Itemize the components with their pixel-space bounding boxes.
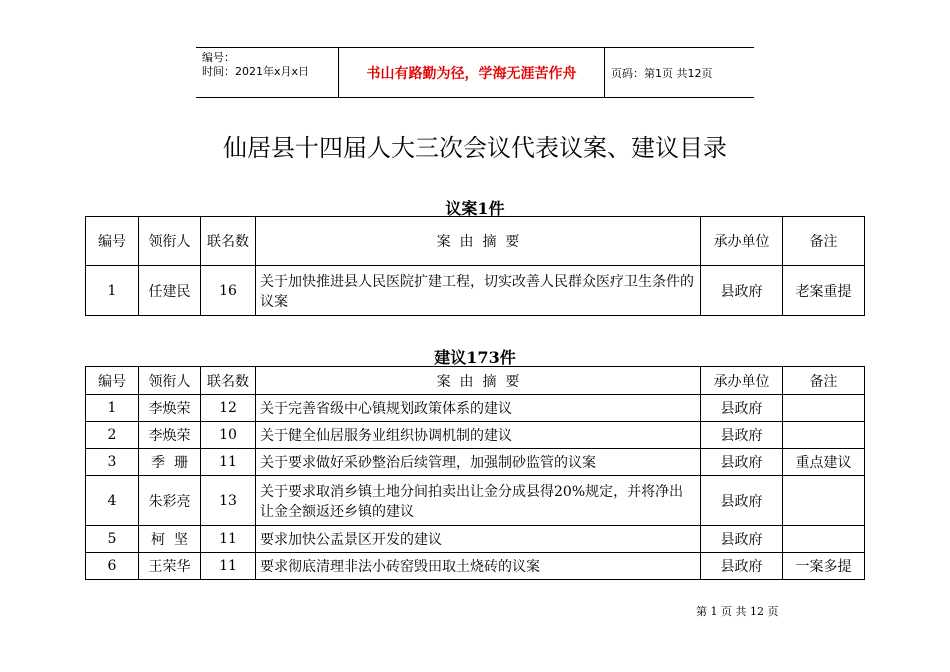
row-number: 2	[86, 422, 139, 449]
table-row	[86, 266, 865, 316]
cosigner-count: 11	[201, 526, 256, 553]
column-header: 领衔人	[139, 367, 201, 395]
column-header: 联名数	[201, 367, 256, 395]
summary: 关于加快推进县人民医院扩建工程，切实改善人民群众医疗卫生条件的议案	[256, 266, 701, 316]
remark: 老案重提	[783, 266, 865, 316]
document-header	[196, 47, 754, 98]
column-header: 案 由 摘 要	[256, 367, 701, 395]
lead-delegate: 朱彩亮	[139, 476, 201, 526]
table-row	[86, 395, 865, 422]
summary: 关于要求取消乡镇土地分间拍卖出让金分成县得20%规定，并将净出让金全额返还乡镇的建议	[256, 476, 701, 526]
cosigner-count: 11	[201, 449, 256, 476]
suggestion-table	[85, 366, 865, 580]
table-header-row	[86, 217, 865, 266]
column-header: 领衔人	[139, 217, 201, 266]
cosigner-count: 11	[201, 553, 256, 580]
number-label: 编号：	[202, 51, 235, 64]
remark	[783, 476, 865, 526]
handling-unit: 县政府	[701, 395, 783, 422]
page-title: 仙居县十四届人大三次会议代表议案、建议目录	[223, 134, 727, 162]
column-header: 备注	[783, 217, 865, 266]
table-header-row	[86, 367, 865, 395]
summary: 关于健全仙居服务业组织协调机制的建议	[256, 422, 701, 449]
lead-delegate: 李焕荣	[139, 422, 201, 449]
row-number: 4	[86, 476, 139, 526]
lead-delegate: 任建民	[139, 266, 201, 316]
lead-delegate: 王荣华	[139, 553, 201, 580]
motto: 书山有路勤为径，学海无涯苦作舟	[338, 48, 605, 97]
column-header: 编号	[86, 367, 139, 395]
summary: 要求彻底清理非法小砖窑毁田取土烧砖的议案	[256, 553, 701, 580]
handling-unit: 县政府	[701, 266, 783, 316]
remark: 一案多提	[783, 553, 865, 580]
summary: 关于要求做好采砂整治后续管理，加强制砂监管的议案	[256, 449, 701, 476]
summary: 要求加快公盂景区开发的建议	[256, 526, 701, 553]
proposal-heading: 议案1件	[445, 199, 505, 218]
row-number: 6	[86, 553, 139, 580]
header-meta	[196, 48, 338, 97]
column-header: 承办单位	[701, 367, 783, 395]
handling-unit: 县政府	[701, 526, 783, 553]
cosigner-count: 16	[201, 266, 256, 316]
column-header: 案 由 摘 要	[256, 217, 701, 266]
column-header: 备注	[783, 367, 865, 395]
suggestion-heading: 建议173件	[434, 348, 516, 367]
row-number: 1	[86, 266, 139, 316]
table-row	[86, 553, 865, 580]
proposal-table	[85, 216, 865, 316]
remark	[783, 422, 865, 449]
column-header: 联名数	[201, 217, 256, 266]
row-number: 1	[86, 395, 139, 422]
page-footer: 第 1 页 共 12 页	[696, 605, 779, 618]
summary: 关于完善省级中心镇规划政策体系的建议	[256, 395, 701, 422]
row-number: 5	[86, 526, 139, 553]
handling-unit: 县政府	[701, 422, 783, 449]
cosigner-count: 13	[201, 476, 256, 526]
lead-delegate: 李焕荣	[139, 395, 201, 422]
cosigner-count: 12	[201, 395, 256, 422]
column-header: 承办单位	[701, 217, 783, 266]
remark	[783, 395, 865, 422]
row-number: 3	[86, 449, 139, 476]
cosigner-count: 10	[201, 422, 256, 449]
remark: 重点建议	[783, 449, 865, 476]
remark	[783, 526, 865, 553]
lead-delegate: 季 珊	[139, 449, 201, 476]
handling-unit: 县政府	[701, 476, 783, 526]
column-header: 编号	[86, 217, 139, 266]
table-row	[86, 449, 865, 476]
table-row	[86, 422, 865, 449]
table-row	[86, 526, 865, 553]
handling-unit: 县政府	[701, 449, 783, 476]
lead-delegate: 柯 坚	[139, 526, 201, 553]
handling-unit: 县政府	[701, 553, 783, 580]
table-row	[86, 476, 865, 526]
page-info: 页码：第1页 共12页	[611, 66, 713, 80]
time-label: 时间：2021年x月x日	[202, 65, 310, 78]
